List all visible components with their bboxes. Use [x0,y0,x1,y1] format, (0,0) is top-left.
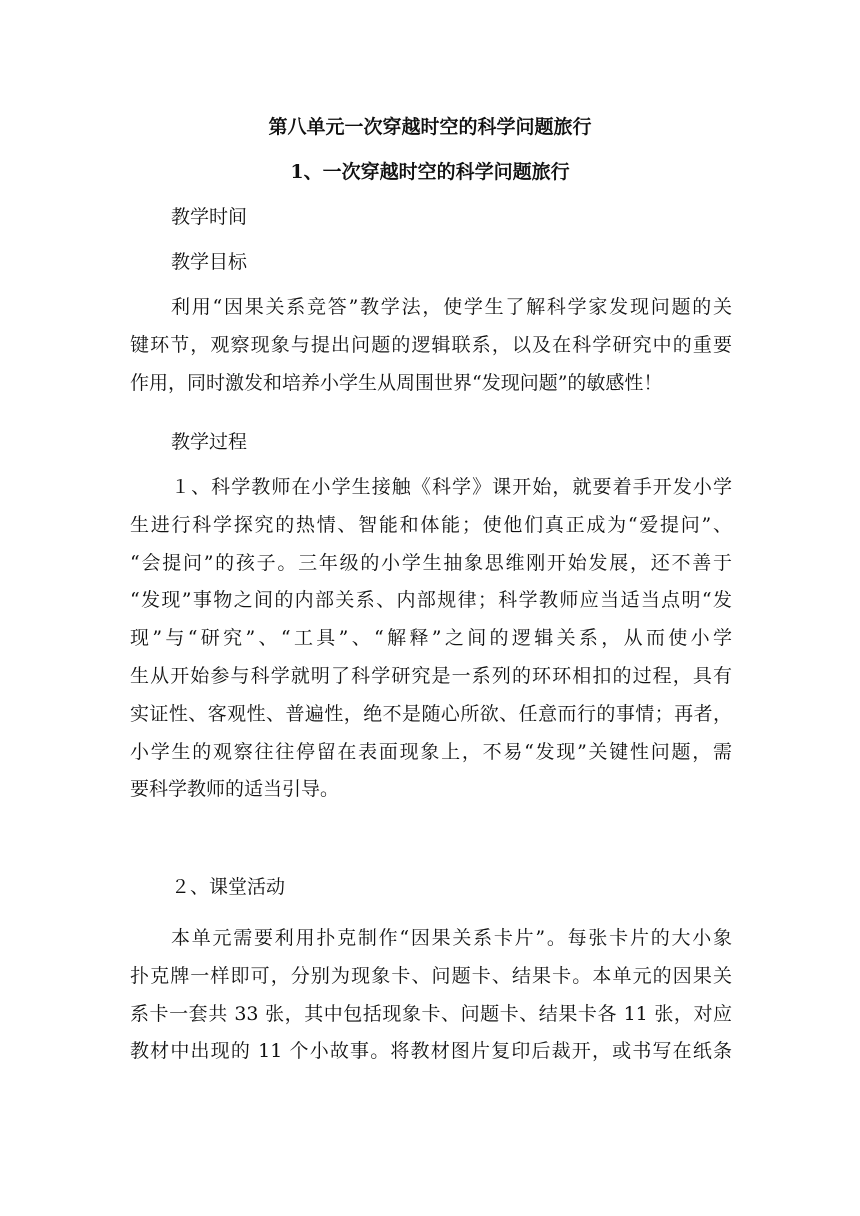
paragraph-line: 要科学教师的适当引导。 [130,778,340,801]
heading-teaching-time [130,199,732,237]
heading-teaching-process [130,424,732,462]
heading-text: ２、课堂活动 [171,876,286,898]
heading-text: 教学过程 [171,431,248,453]
paragraph-line: 现”与“研究”、“工具”、“解释”之间的逻辑关系，从而使小学 [130,627,732,650]
heading-text: 教学目标 [171,251,248,273]
lesson-title: 1、一次穿越时空的科学问题旅行 [290,161,570,183]
paragraph-line: 教材中出现的 11 个小故事。将教材图片复印后裁开，或书写在纸条 [130,1040,732,1063]
paragraph-line: 本单元需要利用扑克制作“因果关系卡片”。每张卡片的大小象 [171,927,732,949]
goal-paragraph [130,289,732,402]
unit-title: 第八单元一次穿越时空的科学问题旅行 [268,116,592,138]
paragraph-line: 实证性、客观性、普遍性，绝不是随心所欲、任意而行的事情；再者， [130,702,732,725]
paragraph-line: 扑克牌一样即可，分别为现象卡、问题卡、结果卡。本单元的因果关 [130,964,732,987]
paragraph-line: 生进行科学探究的热情、智能和体能；使他们真正成为“爱提问”、 [130,513,732,536]
paragraph-line: “发现”事物之间的内部关系、内部规律；科学教师应当适当点明“发 [130,589,732,612]
paragraph-line: “会提问”的孩子。三年级的小学生抽象思维刚开始发展，还不善于 [130,551,732,574]
heading-text: 教学时间 [171,206,248,228]
paragraph-line: 作用，同时激发和培养小学生从周围世界“发现问题”的敏感性！ [130,371,663,394]
process-paragraph-1 [130,469,732,809]
heading-teaching-goal [130,244,732,282]
paragraph-line: 利用“因果关系竞答”教学法，使学生了解科学家发现问题的关 [171,296,732,318]
paragraph-line: 小学生的观察往往停留在表面现象上，不易“发现”关键性问题，需 [130,740,732,763]
paragraph-line: 生从开始参与科学就明了科学研究是一系列的环环相扣的过程，具有 [130,664,732,687]
paragraph-line: １、科学教师在小学生接触《科学》课开始，就要着手开发小学 [171,476,732,498]
paragraph-line: 系卡一套共 33 张，其中包括现象卡、问题卡、结果卡各 11 张，对应 [130,1002,732,1025]
activity-paragraph [130,920,732,1071]
classroom-activity-heading [130,869,732,907]
paragraph-line: 键环节，观察现象与提出问题的逻辑联系，以及在科学研究中的重要 [130,333,732,356]
